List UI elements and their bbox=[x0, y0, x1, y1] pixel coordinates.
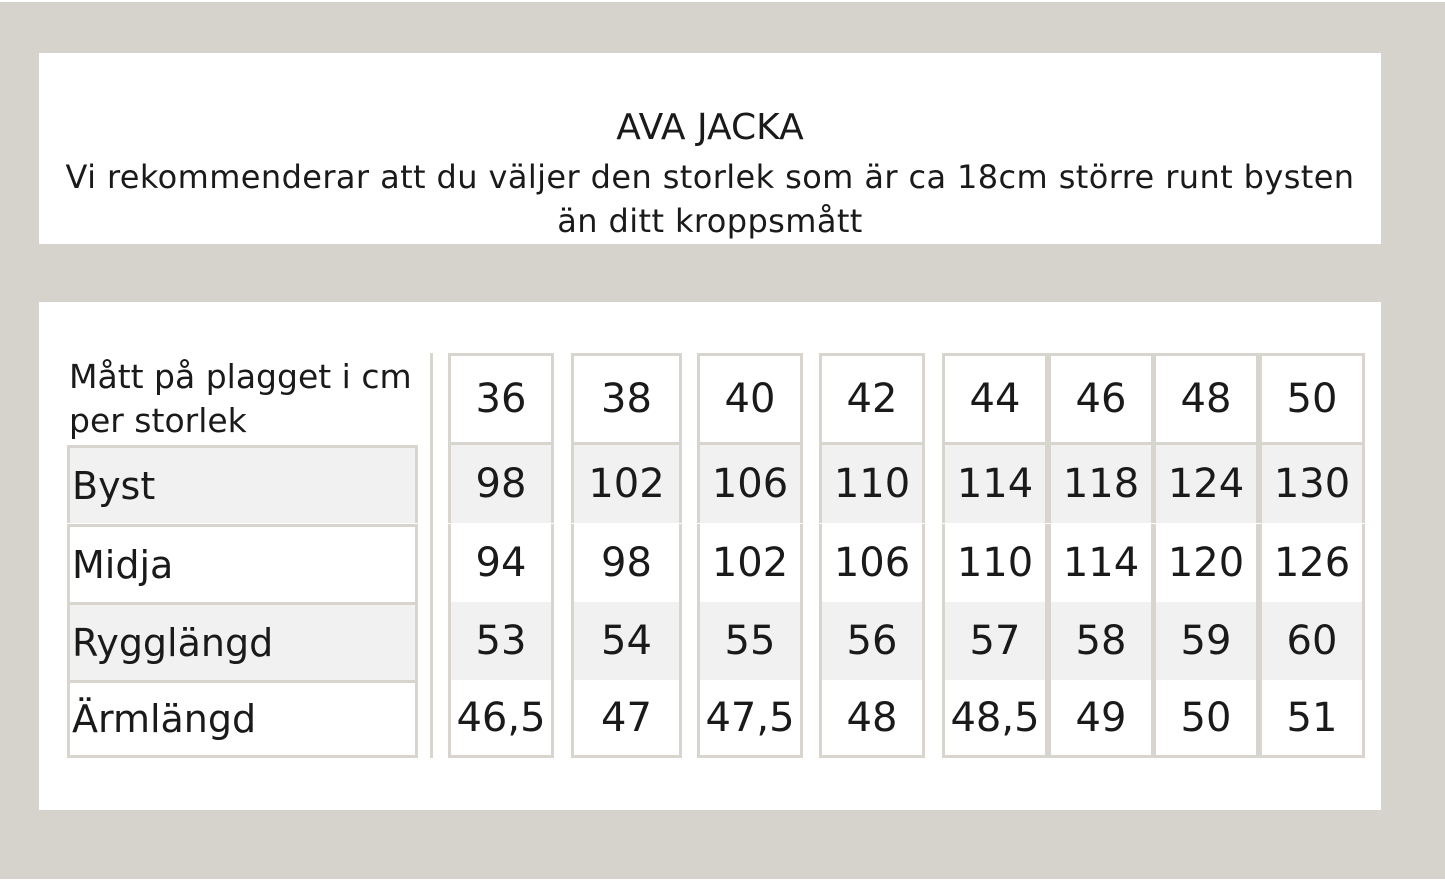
value-cell-ryggl-ngd-44: 57 bbox=[942, 602, 1048, 680]
size-header-50: 50 bbox=[1259, 353, 1365, 445]
value-cell-ryggl-ngd-38: 54 bbox=[571, 602, 682, 680]
row-label-byst: Byst bbox=[67, 445, 418, 523]
recommendation-line-1: Vi rekommenderar att du väljer den storlek som är ca 18cm större runt bysten bbox=[65, 158, 1355, 196]
size-table-card bbox=[39, 302, 1381, 810]
recommendation-line-2: än ditt kroppsmått bbox=[557, 202, 863, 240]
value-cell-midja-38: 98 bbox=[571, 524, 682, 602]
size-header-42: 42 bbox=[819, 353, 925, 445]
size-header-38: 38 bbox=[571, 353, 682, 445]
page-title: AVA JACKA bbox=[616, 107, 804, 148]
size-header-46: 46 bbox=[1048, 353, 1154, 445]
row-label-midja: Midja bbox=[67, 524, 418, 602]
value-cell-midja-48: 120 bbox=[1153, 524, 1259, 602]
value-cell--rml-ngd-48: 50 bbox=[1153, 680, 1259, 758]
header-card bbox=[39, 53, 1381, 244]
value-cell--rml-ngd-42: 48 bbox=[819, 680, 925, 758]
value-cell-byst-40: 106 bbox=[697, 445, 803, 523]
value-cell--rml-ngd-36: 46,5 bbox=[448, 680, 554, 758]
recommendation-text bbox=[39, 155, 1381, 243]
value-cell-ryggl-ngd-36: 53 bbox=[448, 602, 554, 680]
value-cell-ryggl-ngd-40: 55 bbox=[697, 602, 803, 680]
value-cell-ryggl-ngd-48: 59 bbox=[1153, 602, 1259, 680]
value-cell-midja-42: 106 bbox=[819, 524, 925, 602]
value-cell-byst-36: 98 bbox=[448, 445, 554, 523]
corner-label-line-1: Mått på plagget i cm bbox=[69, 357, 412, 396]
value-cell--rml-ngd-50: 51 bbox=[1259, 680, 1365, 758]
frame-top-edge bbox=[0, 0, 1445, 2]
size-header-40: 40 bbox=[697, 353, 803, 445]
corner-label-line-2: per storlek bbox=[69, 401, 247, 440]
value-cell-ryggl-ngd-42: 56 bbox=[819, 602, 925, 680]
size-header-44: 44 bbox=[942, 353, 1048, 445]
value-cell-byst-38: 102 bbox=[571, 445, 682, 523]
size-header-48: 48 bbox=[1153, 353, 1259, 445]
value-cell-midja-44: 110 bbox=[942, 524, 1048, 602]
value-cell-midja-36: 94 bbox=[448, 524, 554, 602]
value-cell--rml-ngd-38: 47 bbox=[571, 680, 682, 758]
value-cell-midja-40: 102 bbox=[697, 524, 803, 602]
size-header-36: 36 bbox=[448, 353, 554, 445]
value-cell-byst-44: 114 bbox=[942, 445, 1048, 523]
column-separator bbox=[430, 353, 433, 758]
value-cell-byst-48: 124 bbox=[1153, 445, 1259, 523]
value-cell-midja-46: 114 bbox=[1048, 524, 1154, 602]
value-cell--rml-ngd-46: 49 bbox=[1048, 680, 1154, 758]
value-cell-midja-50: 126 bbox=[1259, 524, 1365, 602]
row-label-ryggl-ngd: Rygglängd bbox=[67, 602, 418, 680]
row-label--rml-ngd: Ärmlängd bbox=[67, 680, 418, 758]
value-cell--rml-ngd-44: 48,5 bbox=[942, 680, 1048, 758]
value-cell-byst-46: 118 bbox=[1048, 445, 1154, 523]
value-cell-byst-42: 110 bbox=[819, 445, 925, 523]
value-cell-ryggl-ngd-50: 60 bbox=[1259, 602, 1365, 680]
value-cell--rml-ngd-40: 47,5 bbox=[697, 680, 803, 758]
value-cell-byst-50: 130 bbox=[1259, 445, 1365, 523]
value-cell-ryggl-ngd-46: 58 bbox=[1048, 602, 1154, 680]
